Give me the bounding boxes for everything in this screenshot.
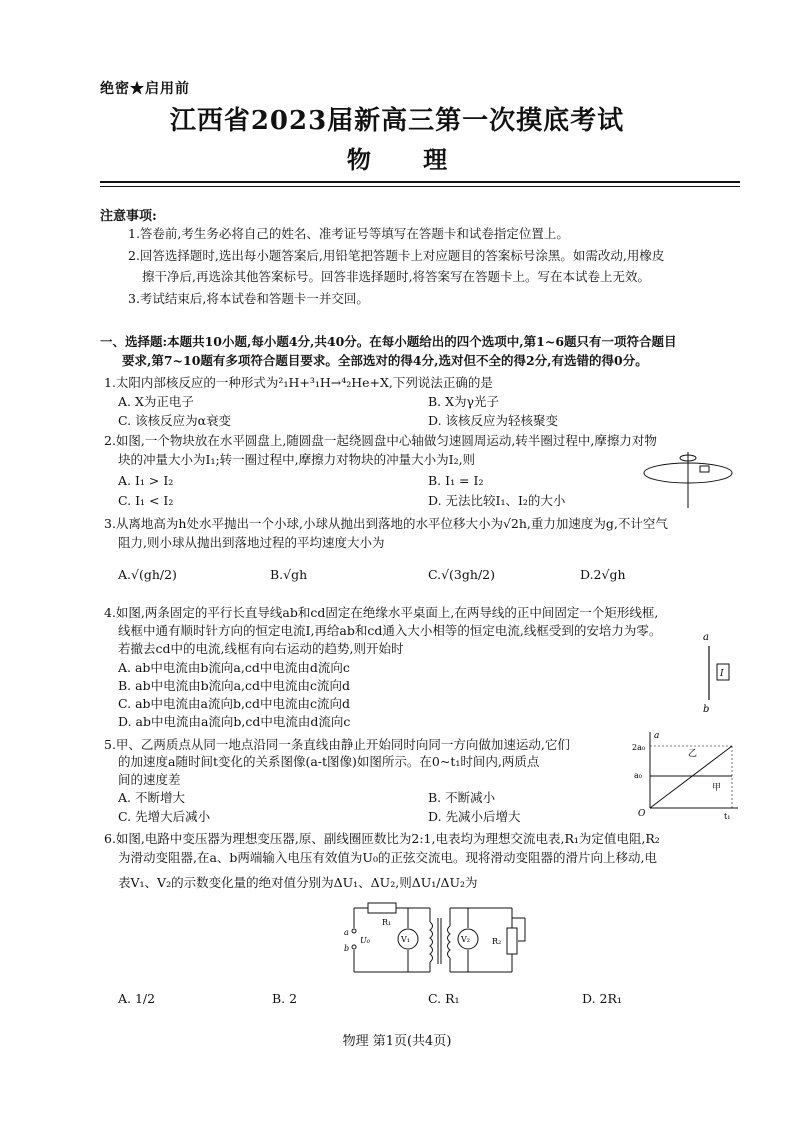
notice-item: 2.回答选择题时,选出每小题答案后,用铅笔把答题卡上对应题目的答案标号涂黑。如需改动,用橡皮 [128,248,665,263]
q1-option-c: C. 该核反应为α衰变 [118,413,232,428]
q6-circuit-figure [330,898,530,978]
q6-option-c: C. R₁ [428,991,460,1006]
q2-disc-figure [640,450,735,510]
tick-label-a0: a₀ [634,771,642,780]
exam-title: 江西省2023届新高三第一次摸底考试 [169,106,625,136]
q4-option-d: D. ab中电流由a流向b,cd中电流由d流向c [118,714,351,729]
q3-option-c: C.√(3gh/2) [428,567,495,582]
terminal-b-label: b [344,944,350,953]
q4-stem-cont: 线框中通有顺时针方向的恒定电流I,再给ab和cd通入大小相等的恒定电流,线框受到的安培力为零。 [118,623,662,638]
q6-option-a: A. 1/2 [118,991,156,1006]
q4-option-a: A. ab中电流由b流向a,cd中电流由d流向c [118,660,350,675]
q5-at-graph [632,728,740,820]
notice-item: 擦干净后,再选涂其他答案标号。回答非选择题时,将答案写在答题卡上。写在本试卷上无效。 [142,269,650,284]
header-rule-thin [100,186,740,187]
q4-stem-cont: 若撤去cd中的电流,线框有向右运动的趋势,则开始时 [118,641,404,656]
q5-stem-cont: 的加速度a随时间t变化的关系图像(a-t图像)如图所示。在0~t₁时间内,两质点 [118,754,540,769]
q1-stem: 1.太阳内部核反应的一种形式为²₁H+³₁H→⁴₂He+X,下列说法正确的是 [104,375,493,390]
q5-option-c: C. 先增大后减小 [118,809,211,824]
section-heading-cont: 要求,第7~10题有多项符合题目要求。全部选对的得4分,选对但不全的得2分,有选错的得0分。 [122,353,648,368]
q5-stem: 5.甲、乙两质点从同一地点沿同一条直线由静止开始同时向同一方向做加速运动,它们 [104,737,570,752]
q5-option-a: A. 不断增大 [118,790,185,805]
q4-wire-figure [695,630,740,715]
wire-label-a: a [703,632,709,643]
tick-label-2a0: 2a₀ [632,743,646,752]
tick-label-t1: t₁ [724,812,731,820]
q1-option-d: D. 该核反应为轻核聚变 [428,413,559,428]
q3-stem-cont: 阻力,则小球从抛出到落地过程的平均速度大小为 [118,535,385,550]
q2-option-b: B. I₁ = I₂ [428,473,484,488]
series-label-yi: 乙 [688,749,698,759]
resistor-r1 [368,903,396,913]
q3-stem: 3.从离地高为h处水平抛出一个小球,小球从抛出到落地的水平位移大小为√2h,重力加速度为g,不计空气 [104,516,668,531]
section-heading: 一、选择题:本题共10小题,每小题4分,共40分。在每小题给出的四个选项中,第1~6题只有一项符合题目 [100,334,677,349]
q6-option-b: B. 2 [272,991,298,1006]
page-footer: 物理 第1页(共4页) [342,1034,452,1049]
origin-label: O [638,809,646,819]
q6-stem-cont: 为滑动变阻器,在a、b两端输入电压有效值为U₀的正弦交流电。现将滑动变阻器的滑片向上移动,电 [118,850,657,865]
notice-item: 1.答卷前,考生务必将自己的姓名、准考证号等填写在答题卡和试卷指定位置上。 [128,226,569,241]
q4-stem: 4.如图,两条固定的平行长直导线ab和cd固定在绝缘水平桌面上,在两导线的正中间固定一个矩形线框, [104,605,659,620]
r2-label: R₂ [492,937,502,946]
q3-option-b: B.√gh [270,567,308,582]
q6-stem-cont: 表V₁、V₂的示数变化量的绝对值分别为ΔU₁、ΔU₂,则ΔU₁/ΔU₂为 [118,875,478,890]
q5-stem-cont: 间的速度差 [118,772,181,787]
q2-stem-cont: 块的冲量大小为I₁;转一圈过程中,摩擦力对物块的冲量大小为I₂,则 [118,452,476,467]
axis-label-a: a [654,731,660,741]
series-label-jia: 甲 [712,783,722,793]
q2-option-c: C. I₁ < I₂ [118,493,174,508]
subject-title: 物 理 [346,145,470,174]
terminal-a-label: a [344,928,349,937]
q2-stem: 2.如图,一个物块放在水平圆盘上,随圆盘一起绕圆盘中心轴做匀速圆周运动,转半圈过程中,摩擦力对物 [104,433,657,448]
wire-label-b: b [703,704,710,715]
q1-option-a: A. X为正电子 [118,394,194,409]
q5-option-d: D. 先减小后增大 [428,809,521,824]
q2-option-d: D. 无法比较I₁、I₂的大小 [428,493,566,508]
q4-option-c: C. ab中电流由a流向b,cd中电流由c流向d [118,696,350,711]
q3-option-a: A.√(gh/2) [118,567,177,582]
r1-label: R₁ [382,918,392,927]
v2-label: V₂ [461,935,470,944]
confidential-mark: 绝密★启用前 [100,81,190,97]
q1-option-b: B. X为γ光子 [428,394,500,409]
notice-heading: 注意事项: [100,209,157,224]
u0-label: U₀ [360,936,370,945]
v1-label: V₁ [401,935,410,944]
q5-option-b: B. 不断减小 [428,790,496,805]
q3-option-d: D.2√gh [580,567,626,582]
current-label-i: I [720,669,724,679]
q4-option-b: B. ab中电流由b流向a,cd中电流由c流向d [118,678,351,693]
q6-option-d: D. 2R₁ [582,991,622,1006]
q6-stem: 6.如图,电路中变压器为理想变压器,原、副线圈匝数比为2:1,电表均为理想交流电表,R₁为定值电阻,R₂ [104,831,660,846]
notice-item: 3.考试结束后,将本试卷和答题卡一并交回。 [128,291,369,306]
q2-option-a: A. I₁ > I₂ [118,473,174,488]
rheostat-r2 [507,928,517,954]
header-rule-thick [100,181,740,183]
